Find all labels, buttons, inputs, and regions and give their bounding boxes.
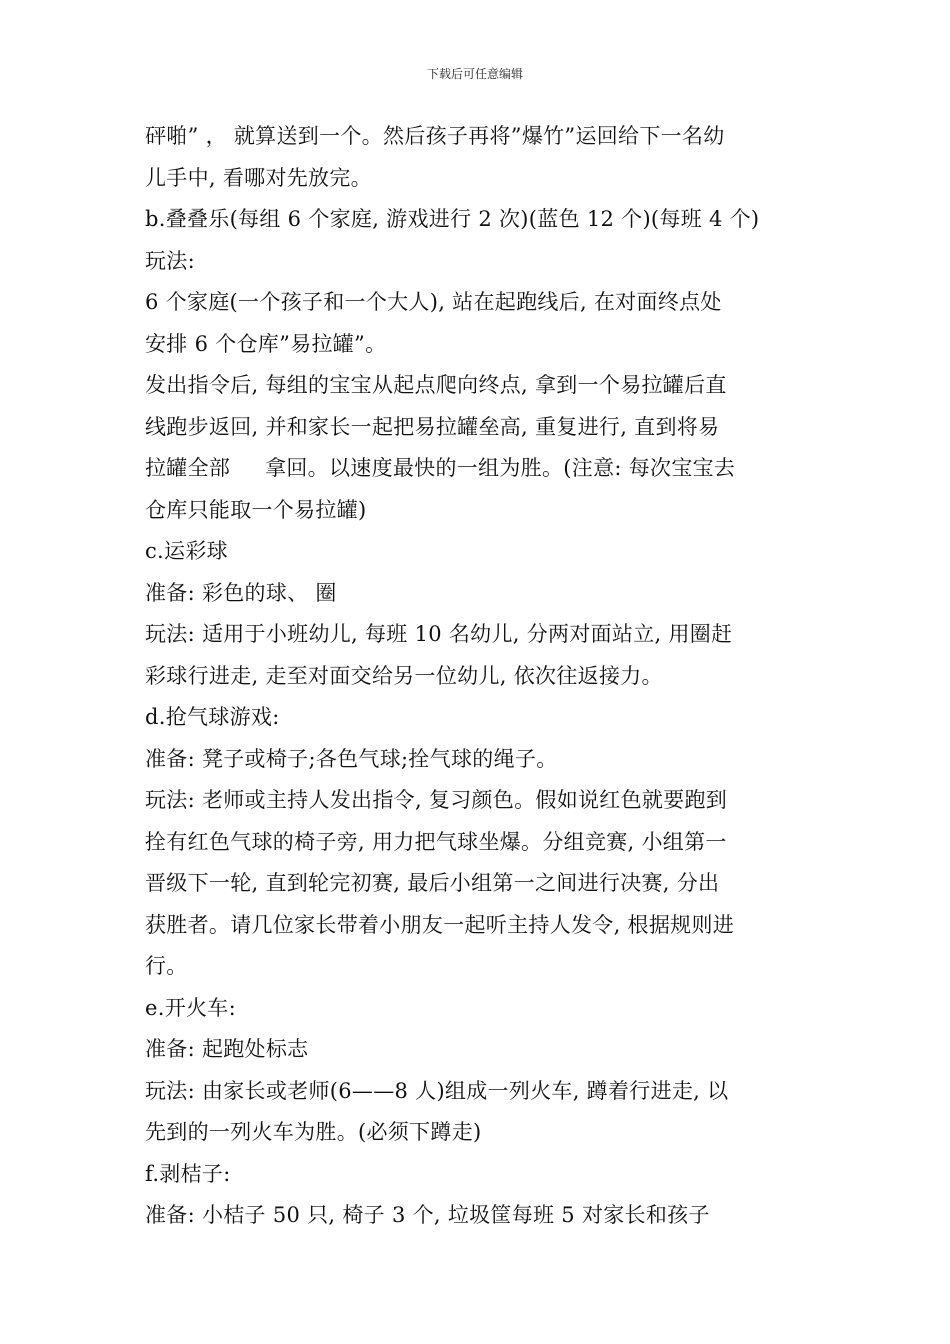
- text-line: 准备: 彩色的球、 圈: [145, 580, 337, 605]
- text-line: 获胜者。请几位家长带着小朋友一起听主持人发令, 根据规则进: [145, 912, 735, 937]
- text-line: 先到的一列火车为胜。(必须下蹲走): [145, 1120, 482, 1144]
- header-note: 下载后可任意编辑: [426, 67, 523, 81]
- text-line: 晋级下一轮, 直到轮完初赛, 最后小组第一之间进行决赛, 分出: [145, 871, 720, 895]
- text-line: c.运彩球: [145, 539, 228, 563]
- text-line: f.剥桔子:: [145, 1161, 231, 1186]
- text-line: 准备: 起跑处标志: [145, 1037, 309, 1061]
- text-line: 拉罐全部 拿回。以速度最快的一组为胜。(注意: 每次宝宝去: [145, 456, 736, 480]
- text-line: 儿手中, 看哪对先放完。: [145, 165, 372, 190]
- text-line: 彩球行进走, 走至对面交给另一位幼儿, 依次往返接力。: [145, 663, 663, 688]
- text-line: 拴有红色气球的椅子旁, 用力把气球坐爆。分组竞赛, 小组第一: [145, 829, 727, 854]
- text-line: b.叠叠乐(每组 6 个家庭, 游戏进行 2 次)(蓝色 12 个)(每班 4 个): [145, 207, 760, 231]
- text-line: d.抢气球游戏:: [145, 705, 280, 729]
- text-line: 安排 6 个仓库”易拉罐”。: [145, 331, 387, 356]
- text-line: 仓库只能取一个易拉罐): [145, 497, 367, 522]
- text-line: 6 个家庭(一个孩子和一个大人), 站在起跑线后, 在对面终点处: [145, 290, 722, 314]
- text-line: 准备: 凳子或椅子;各色气球;拴气球的绳子。: [145, 746, 558, 771]
- text-line: 线跑步返回, 并和家长一起把易拉罐垒高, 重复进行, 直到将易: [145, 414, 720, 439]
- text-line: 准备: 小桔子 50 只, 椅子 3 个, 垃圾筐每班 5 对家长和孩子: [145, 1203, 710, 1227]
- text-line: 玩法: 适用于小班幼儿, 每班 10 名幼儿, 分两对面站立, 用圈赶: [145, 622, 733, 646]
- text-line: 发出指令后, 每组的宝宝从起点爬向终点, 拿到一个易拉罐后直: [145, 373, 727, 397]
- text-line: 行。: [145, 954, 188, 978]
- text-line: 玩法:: [145, 248, 195, 273]
- text-line: 玩法: 老师或主持人发出指令, 复习颜色。假如说红色就要跑到: [145, 788, 728, 812]
- text-line: 砰啪” ， 就算送到一个。然后孩子再将”爆竹”运回给下一名幼: [145, 124, 725, 148]
- document-body: [145, 116, 815, 1237]
- text-line: 玩法: 由家长或老师(6——8 人)组成一列火车, 蹲着行进走, 以: [145, 1078, 729, 1103]
- text-line: e.开火车:: [145, 995, 236, 1020]
